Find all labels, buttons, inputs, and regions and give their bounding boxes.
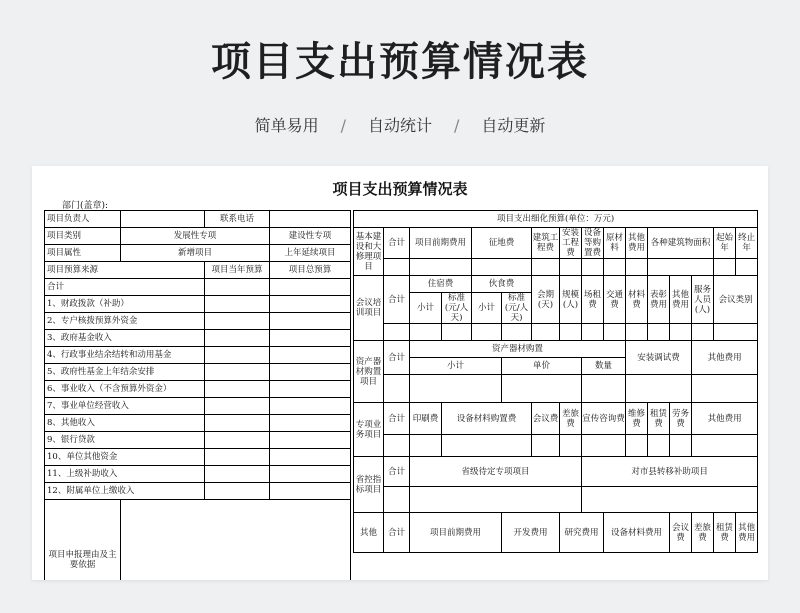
col-header: 设备等购置费 xyxy=(582,228,604,259)
col-header: 表彰费用 xyxy=(648,276,670,324)
col-total: 合计 xyxy=(384,341,410,375)
col-header-lodging: 住宿费 xyxy=(410,276,472,293)
col-header-asset-purchase: 资产器材购置 xyxy=(410,341,626,358)
col-header-other: 其他费用 xyxy=(692,341,758,375)
section-label-provincial: 省控指标项目 xyxy=(354,457,384,513)
col-header: 会议费 xyxy=(532,403,560,435)
col-header-standard: 标准(元/人天) xyxy=(442,293,472,324)
source-row-label: 1、财政拨款（补助） xyxy=(45,296,205,313)
col-header: 维修费 xyxy=(626,403,648,435)
table-row xyxy=(45,398,351,415)
col-total: 合计 xyxy=(384,457,410,487)
table-row xyxy=(354,341,758,358)
table-row xyxy=(45,279,351,296)
col-header: 服务人员(人) xyxy=(692,276,714,324)
col-header: 开发费用 xyxy=(502,513,560,553)
value-project-owner xyxy=(121,211,205,228)
value-application-reason xyxy=(121,500,351,581)
section-label-meeting: 会议培训项目 xyxy=(354,276,384,341)
col-header: 差旅费 xyxy=(560,403,582,435)
col-header: 劳务费 xyxy=(670,403,692,435)
label-total-budget: 项目总预算 xyxy=(270,262,351,279)
col-header-subtotal: 小计 xyxy=(410,358,502,375)
col-total: 合计 xyxy=(384,228,410,259)
label-project-attr: 项目属性 xyxy=(45,245,121,262)
table-row xyxy=(354,487,758,513)
table-row xyxy=(45,296,351,313)
department-label: 部门(盖章): xyxy=(62,201,109,211)
option-dev-special: 发展性专项 xyxy=(121,228,270,245)
col-header-pending: 省级待定专项项目 xyxy=(410,457,582,487)
source-row-label: 5、政府性基金上年结余安排 xyxy=(45,364,205,381)
col-header: 终止年 xyxy=(736,228,758,259)
feature-tags xyxy=(0,113,800,136)
detail-budget-header: 项目支出细化预算(单位：万元) xyxy=(354,211,758,228)
col-header: 租赁费 xyxy=(648,403,670,435)
source-row-label: 10、单位其他资金 xyxy=(45,449,205,466)
table-row xyxy=(45,483,351,500)
source-row-label: 3、政府基金收入 xyxy=(45,330,205,347)
table-row xyxy=(45,449,351,466)
col-header: 研究费用 xyxy=(560,513,604,553)
col-header: 项目前期费用 xyxy=(410,513,502,553)
table-row xyxy=(45,364,351,381)
source-row-label: 6、事业收入（不含预算外资金） xyxy=(45,381,205,398)
source-row-label: 4、行政事业结余结转和动用基金 xyxy=(45,347,205,364)
label-budget-source: 项目预算来源 xyxy=(45,262,205,279)
value-contact-phone xyxy=(270,211,351,228)
table-row xyxy=(45,262,351,279)
col-header-quantity: 数量 xyxy=(582,358,626,375)
table-row xyxy=(354,276,758,293)
option-new-project: 新增项目 xyxy=(121,245,270,262)
col-header-unit-price: 单价 xyxy=(502,358,582,375)
section-label-capital: 基本建设和大修理项目 xyxy=(354,228,384,276)
col-header: 材料费 xyxy=(626,276,648,324)
source-row-label: 9、银行贷款 xyxy=(45,432,205,449)
col-header: 会议费 xyxy=(670,513,692,553)
table-row xyxy=(45,381,351,398)
col-header: 宣传咨询费 xyxy=(582,403,626,435)
col-header: 设备材料费用 xyxy=(604,513,670,553)
table-row xyxy=(354,513,758,553)
table-row xyxy=(45,466,351,483)
col-header: 印刷费 xyxy=(410,403,442,435)
page-hero-title: 项目支出预算情况表 xyxy=(211,39,589,85)
col-header: 会期(天) xyxy=(532,276,560,324)
tag-auto-stat: 自动统计 xyxy=(367,116,432,135)
label-project-owner: 项目负责人 xyxy=(45,211,121,228)
col-header-transfer: 对市县转移补助项目 xyxy=(582,457,758,487)
col-header-subtotal: 小计 xyxy=(472,293,502,324)
table-row xyxy=(45,245,351,262)
label-project-type: 项目类别 xyxy=(45,228,121,245)
col-header: 安装工程费 xyxy=(560,228,582,259)
table-row xyxy=(45,500,351,581)
section-label-assets: 资产器材购置项目 xyxy=(354,341,384,403)
col-header: 原材料 xyxy=(604,228,626,259)
col-header-standard: 标准(元/人天) xyxy=(502,293,532,324)
tag-auto-update: 自动更新 xyxy=(481,116,546,135)
table-row xyxy=(354,457,758,487)
tag-separator: / xyxy=(454,116,460,135)
section-label-other: 其他 xyxy=(354,513,384,553)
source-row-label: 8、其他收入 xyxy=(45,415,205,432)
col-total: 合计 xyxy=(384,403,410,435)
col-header: 会议类别 xyxy=(714,276,758,324)
source-row-label: 12、附属单位上缴收入 xyxy=(45,483,205,500)
table-row xyxy=(354,211,758,228)
table-row xyxy=(45,432,351,449)
col-header: 租赁费 xyxy=(714,513,736,553)
col-header: 场租费 xyxy=(582,276,604,324)
label-contact-phone: 联系电话 xyxy=(205,211,270,228)
col-total: 合计 xyxy=(384,276,410,324)
option-continued-project: 上年延续项目 xyxy=(270,245,351,262)
col-header: 建筑工程费 xyxy=(532,228,560,259)
col-header: 交通费 xyxy=(604,276,626,324)
spreadsheet-preview xyxy=(32,166,768,580)
col-total: 合计 xyxy=(384,513,410,553)
source-row-label: 合计 xyxy=(45,279,205,296)
table-row xyxy=(45,330,351,347)
table-row xyxy=(45,313,351,330)
option-build-special: 建设性专项 xyxy=(270,228,351,245)
table-row xyxy=(45,415,351,432)
source-row-label: 2、专户核拨预算外资金 xyxy=(45,313,205,330)
col-header: 其他费用 xyxy=(736,513,758,553)
tag-easy: 简单易用 xyxy=(254,116,319,135)
source-row-label: 11、上级补助收入 xyxy=(45,466,205,483)
table-row xyxy=(354,435,758,457)
table-row xyxy=(354,403,758,435)
section-label-special: 专项业务项目 xyxy=(354,403,384,457)
table-row xyxy=(354,324,758,341)
col-header: 差旅费 xyxy=(692,513,714,553)
table-row xyxy=(45,228,351,245)
tag-separator: / xyxy=(340,116,346,135)
col-header: 各种建筑物面积 xyxy=(648,228,714,259)
table-row xyxy=(354,259,758,276)
col-header: 起始年 xyxy=(714,228,736,259)
project-info-table xyxy=(44,210,351,580)
col-header-meals: 伙食费 xyxy=(472,276,532,293)
col-header: 设备材料购置费 xyxy=(442,403,532,435)
col-header-install: 安装调试费 xyxy=(626,341,692,375)
col-header: 其他费用 xyxy=(670,276,692,324)
table-row xyxy=(45,347,351,364)
col-header: 规模(人) xyxy=(560,276,582,324)
col-header-subtotal: 小计 xyxy=(410,293,442,324)
document-title: 项目支出预算情况表 xyxy=(332,180,468,198)
col-header: 其他费用 xyxy=(692,403,758,435)
table-row xyxy=(45,211,351,228)
table-row xyxy=(354,375,758,403)
source-row-label: 7、事业单位经营收入 xyxy=(45,398,205,415)
col-header: 项目前期费用 xyxy=(410,228,472,259)
col-header: 其他费用 xyxy=(626,228,648,259)
budget-detail-table xyxy=(353,210,758,553)
label-current-year-budget: 项目当年预算 xyxy=(205,262,270,279)
col-header: 征地费 xyxy=(472,228,532,259)
label-application-reason: 项目申报理由及主要依据 xyxy=(45,500,121,581)
